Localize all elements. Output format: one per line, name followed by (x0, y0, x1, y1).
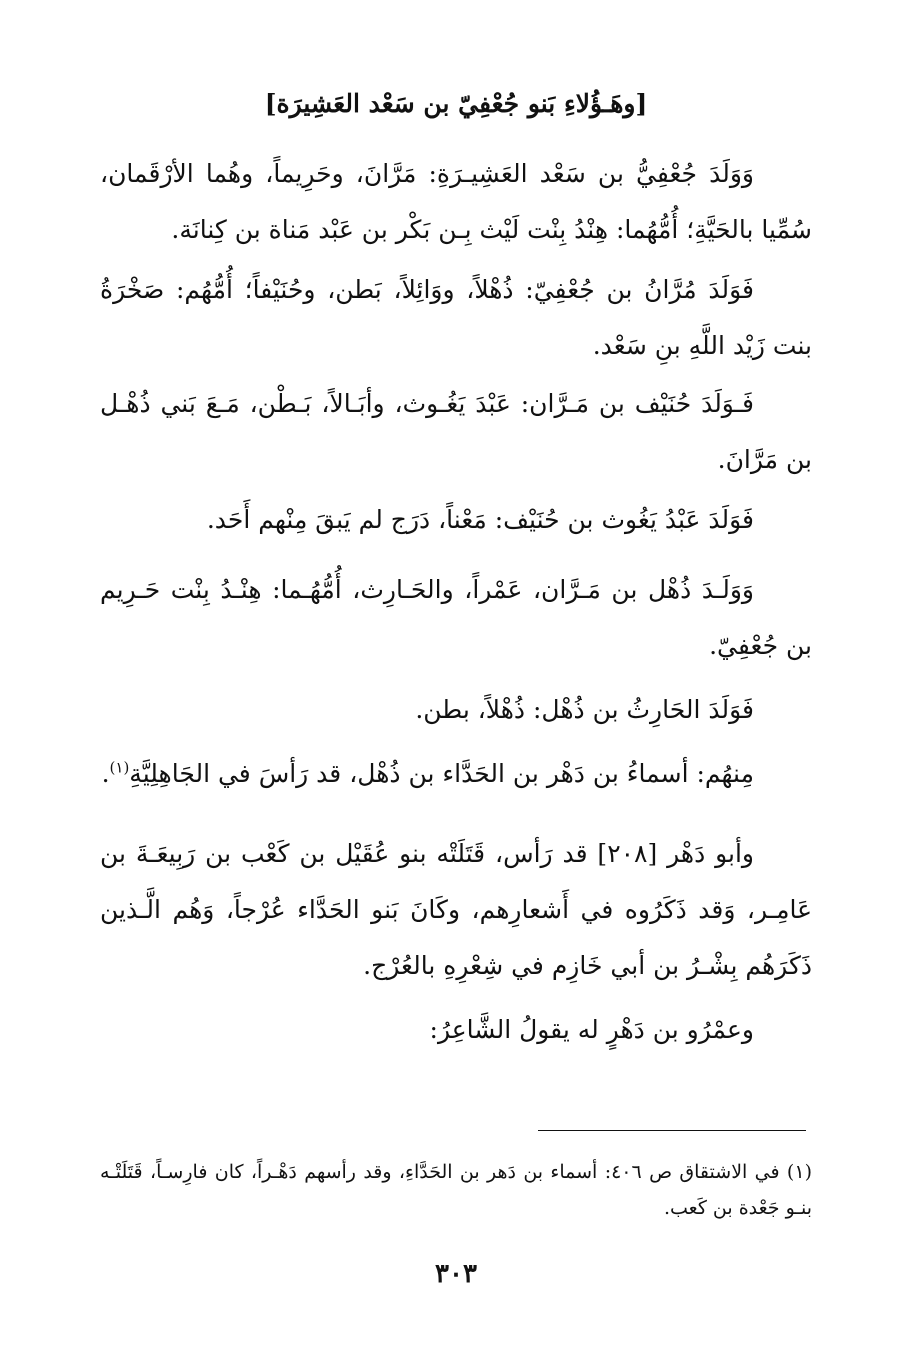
paragraph-asma-ibn-dahr (100, 746, 812, 802)
footnote: (١) في الاشتقاق ص ٤٠٦: أسماء بن دَهر بن الحَدَّاءِ، وقد رأسهم دَهْـراً، كان فارِسـاً، قَتَلَتْـه بنـو جَعْدة بن كَعب. (100, 1161, 812, 1219)
footnote-reference: (١) (109, 758, 130, 777)
paragraph-dhuhl-sons: وَوَلَـدَ ذُهْل بن مَـرَّان، عَمْراً، والحَـارِث، أُمُّهُـما: هِنْـدُ بِنْت حَـرِيم بن جُعْفِيّ. (100, 575, 812, 660)
paragraph-ju-fi-sons: وَوَلَدَ جُعْفِيُّ بن سَعْد العَشِيـرَةِ: مَرَّانَ، وحَرِيماً، وهُما الأرْقَمان، سُمِّيا بالحَيَّةِ؛ أُمُّهُما: هِنْدُ بِنْت لَيْث بِـن بَكْر بن عَبْد مَناة بن كِنانَة. (100, 159, 812, 244)
paragraph-harith-sons: فَوَلَدَ الحَارِثُ بن ذُهْل: ذُهْلاً، بطن. (415, 695, 754, 724)
sentence-end: . (101, 759, 110, 788)
footnote-separator (538, 1130, 806, 1131)
section-heading: [وهَـؤُلاءِ بَنو جُعْفِيّ بن سَعْد العَشِيرَة] (264, 89, 648, 118)
paragraph-text: مِنهُم: أسماءُ بن دَهْر بن الحَدَّاء بن ذُهْل، قد رَأسَ في الجَاهِلِيَّةِ (129, 759, 754, 788)
paragraph-hunayf-sons: فَـوَلَدَ حُنَيْف بن مَـرَّان: عَبْدَ يَغُـوث، وأبَـالاً، بَـطْن، مَـعَ بَني ذُهْـل بن مَرَّانَ. (100, 389, 812, 474)
page-number: ٣٠٣ (435, 1259, 477, 1289)
paragraph-abd-yaghuth-sons: فَوَلَدَ عَبْدُ يَغُوث بن حُنَيْف: مَعْناً، دَرَج لم يَبقَ مِنْهم أَحَد. (206, 505, 754, 534)
paragraph-marran-sons: فَوَلَدَ مُرَّانُ بن جُعْفِيّ: ذُهْلاً، ووَائِلاً، بَطن، وحُنَيْفاً؛ أُمُّهُم: صَخْرَةُ بنت زَيْد اللَّهِ بنِ سَعْد. (100, 275, 812, 360)
paragraph-amr-ibn-dahr: وعمْرُو بن دَهْرٍ له يقولُ الشَّاعِرُ: (429, 1015, 754, 1044)
paragraph-abu-dahr: وأبو دَهْر [٢٠٨] قد رَأس، قَتَلَتْه بنو عُقَيْل بن كَعْب بن رَبِيعَـةَ بن عَامِـر، وَقد ذَكَرُوه في أَشعارِهم، وكَانَ بَنو الحَدَّاء عُرْجاً، وَهُم الَّـذين ذَكَرَهُم بِشْـرُ بن أبي خَازِم في شِعْرِهِ بالعُرْج. (100, 839, 812, 980)
